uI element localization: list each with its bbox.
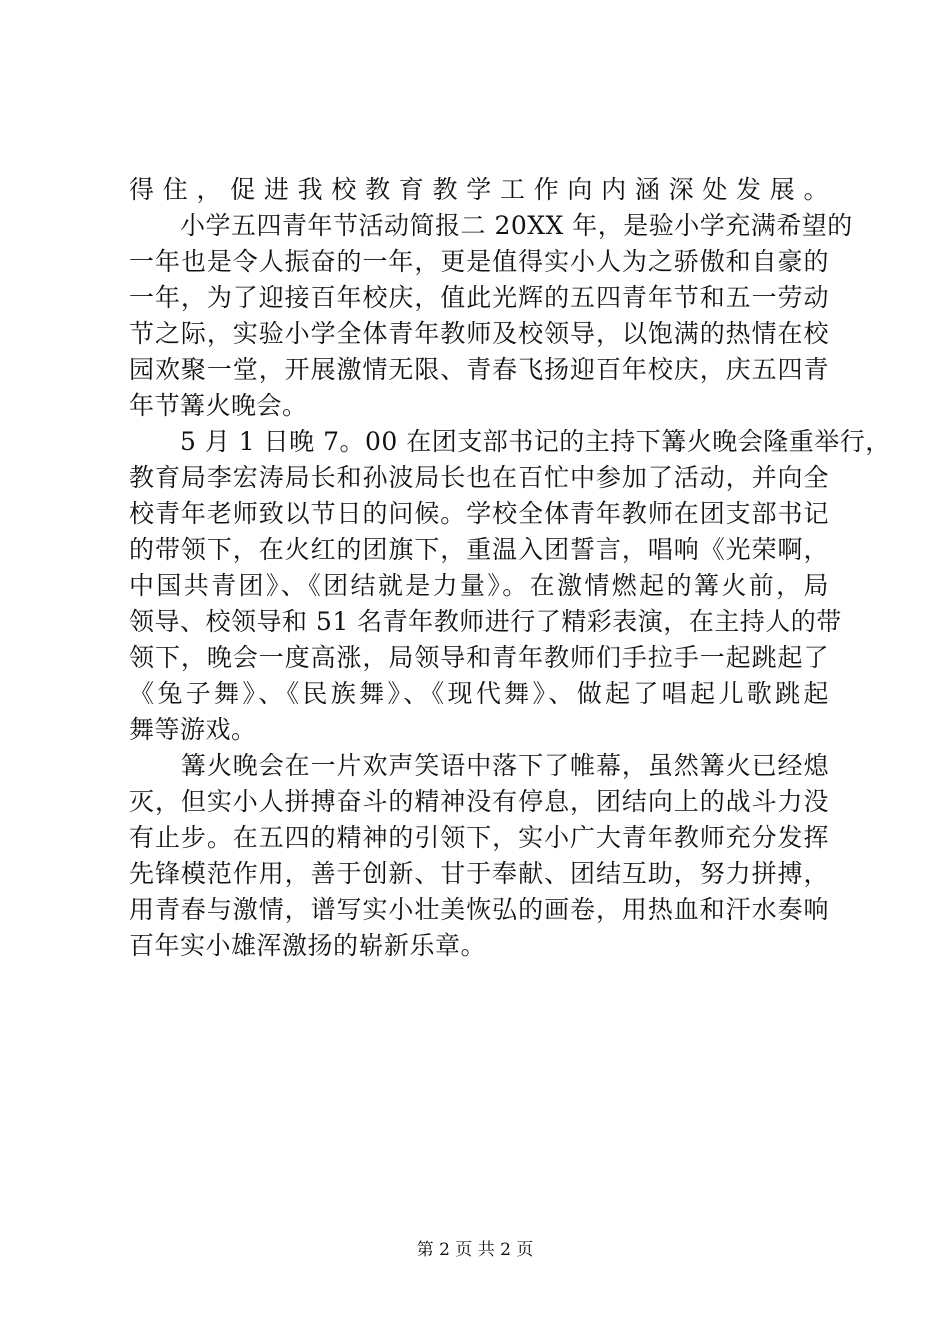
text-line: 园欢聚一堂，开展激情无限、青春飞扬迎百年校庆，庆五四青 xyxy=(129,355,829,384)
text-line: 得住，促进我校教育教学工作向内涵深处发展。 xyxy=(129,175,829,204)
text-line: 中国共青团》、《团结就是力量》。在激情燃起的篝火前，局 xyxy=(129,571,829,600)
text-line: 领下，晚会一度高涨，局领导和青年教师们手拉手一起跳起了 xyxy=(129,643,829,672)
text-line: 的带领下，在火红的团旗下，重温入团誓言，唱响《光荣啊， xyxy=(129,535,829,564)
text-line: 一年也是令人振奋的一年，更是值得实小人为之骄傲和自豪的 xyxy=(129,247,829,276)
text-line: 篝火晚会在一片欢声笑语中落下了帷幕，虽然篝火已经熄 xyxy=(129,751,829,780)
text-line: 《兔子舞》、《民族舞》、《现代舞》、做起了唱起儿歌跳起 xyxy=(129,679,829,708)
text-line: 先锋模范作用，善于创新、甘于奉献、团结互助，努力拼搏， xyxy=(129,859,829,888)
text-line: 有止步。在五四的精神的引领下，实小广大青年教师充分发挥 xyxy=(129,823,829,852)
text-line: 年节篝火晚会。 xyxy=(129,391,308,420)
body-text xyxy=(129,172,891,964)
text-line: 5 月 1 日晚 7。00 在团支部书记的主持下篝火晚会隆重举行， xyxy=(129,427,891,456)
text-line: 节之际，实验小学全体青年教师及校领导，以饱满的热情在校 xyxy=(129,319,829,348)
page-number-footer: 第 2 页 共 2 页 xyxy=(416,1240,534,1260)
text-line: 舞等游戏。 xyxy=(129,715,257,744)
text-line: 领导、校领导和 51 名青年教师进行了精彩表演，在主持人的带 xyxy=(129,607,842,636)
text-line: 用青春与激情，谱写实小壮美恢弘的画卷，用热血和汗水奏响 xyxy=(129,895,829,924)
text-line: 校青年老师致以节日的问候。学校全体青年教师在团支部书记 xyxy=(129,499,829,528)
text-line: 教育局李宏涛局长和孙波局长也在百忙中参加了活动，并向全 xyxy=(129,463,829,492)
text-line: 百年实小雄浑激扬的崭新乐章。 xyxy=(129,931,487,960)
text-line: 小学五四青年节活动简报二 20XX 年，是验小学充满希望的 xyxy=(129,211,853,240)
text-line: 一年，为了迎接百年校庆，值此光辉的五四青年节和五一劳动 xyxy=(129,283,829,312)
text-line: 灭，但实小人拼搏奋斗的精神没有停息，团结向上的战斗力没 xyxy=(129,787,829,816)
